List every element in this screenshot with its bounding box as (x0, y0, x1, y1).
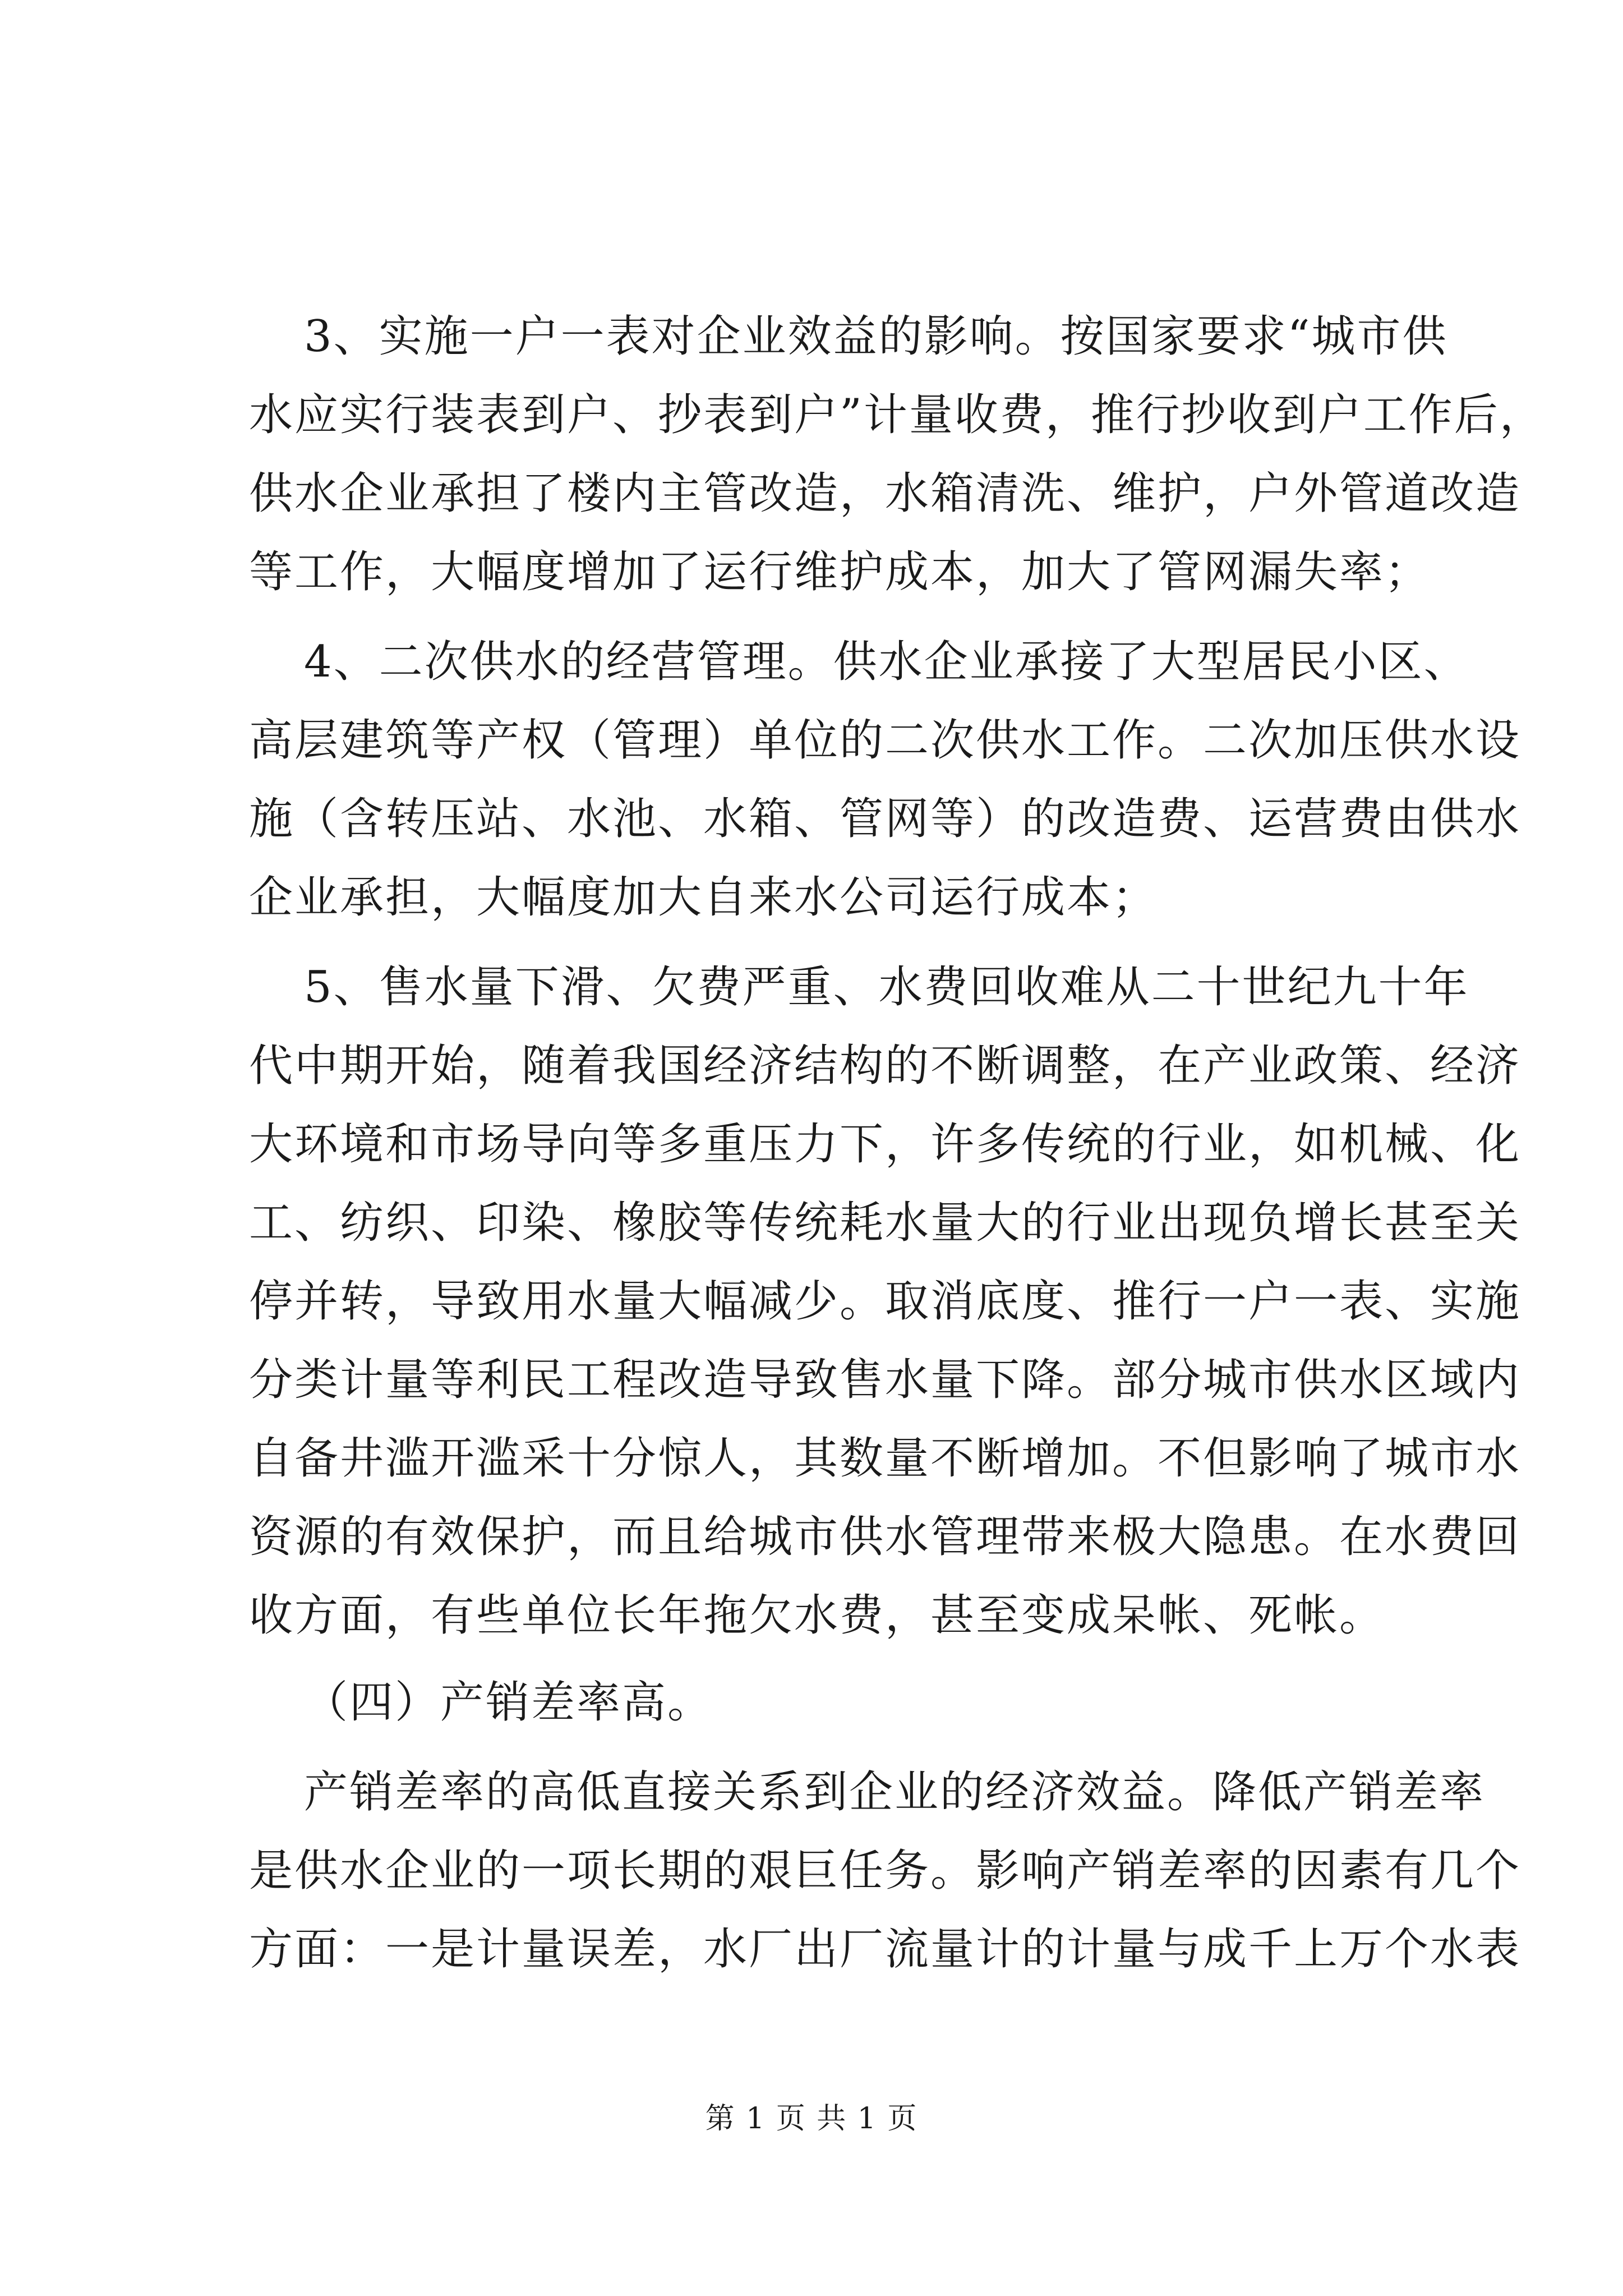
paragraph-5-line-5: 停并转，导致用水量大幅减少。取消底度、推行一户一表、实施 (249, 1276, 1521, 1327)
paragraph-3-line-1: 3、实施一户一表对企业效益的影响。按国家要求“城市供 (304, 311, 1448, 362)
paragraph-4-line-3: 施（含转压站、水池、水箱、管网等）的改造费、运营费由供水 (249, 794, 1521, 844)
paragraph-5-line-6: 分类计量等利民工程改造导致售水量下降。部分城市供水区域内 (249, 1355, 1521, 1405)
paragraph-5-line-9: 收方面，有些单位长年拖欠水费，甚至变成呆帐、死帐。 (249, 1590, 1385, 1641)
paragraph-6-line-1: 产销差率的高低直接关系到企业的经济效益。降低产销差率 (304, 1767, 1486, 1818)
paragraph-4-line-4: 企业承担，大幅度加大自来水公司运行成本； (249, 872, 1158, 923)
paragraph-4-line-1: 4、二次供水的经营管理。供水企业承接了大型居民小区、 (304, 637, 1469, 687)
paragraph-3-line-4: 等工作，大幅度增加了运行维护成本，加大了管网漏失率； (249, 547, 1431, 597)
page-footer: 第 1 页 共 1 页 (705, 2102, 918, 2136)
paragraph-5-line-2: 代中期开始，随着我国经济结构的不断调整，在产业政策、经济 (249, 1041, 1521, 1091)
paragraph-5-line-1: 5、售水量下滑、欠费严重、水费回收难从二十世纪九十年 (304, 962, 1469, 1013)
paragraph-5-line-4: 工、纺织、印染、橡胶等传统耗水量大的行业出现负增长甚至关 (249, 1198, 1521, 1248)
paragraph-4-line-2: 高层建筑等产权（管理）单位的二次供水工作。二次加压供水设 (249, 715, 1521, 766)
paragraph-5-line-7: 自备井滥开滥采十分惊人，其数量不断增加。不但影响了城市水 (249, 1433, 1521, 1484)
paragraph-3-line-2: 水应实行装表到户、抄表到户”计量收费，推行抄收到户工作后， (249, 390, 1545, 440)
paragraph-6-line-3: 方面：一是计量误差，水厂出厂流量计的计量与成千上万个水表 (249, 1924, 1521, 1975)
paragraph-6-line-2: 是供水企业的一项长期的艰巨任务。影响产销差率的因素有几个 (249, 1846, 1521, 1896)
section-heading-4: （四）产销差率高。 (304, 1677, 713, 1728)
paragraph-5-line-8: 资源的有效保护，而且给城市供水管理带来极大隐患。在水费回 (249, 1512, 1521, 1562)
paragraph-3-line-3: 供水企业承担了楼内主管改造，水箱清洗、维护，户外管道改造 (249, 468, 1521, 519)
paragraph-5-line-3: 大环境和市场导向等多重压力下，许多传统的行业，如机械、化 (249, 1119, 1521, 1170)
